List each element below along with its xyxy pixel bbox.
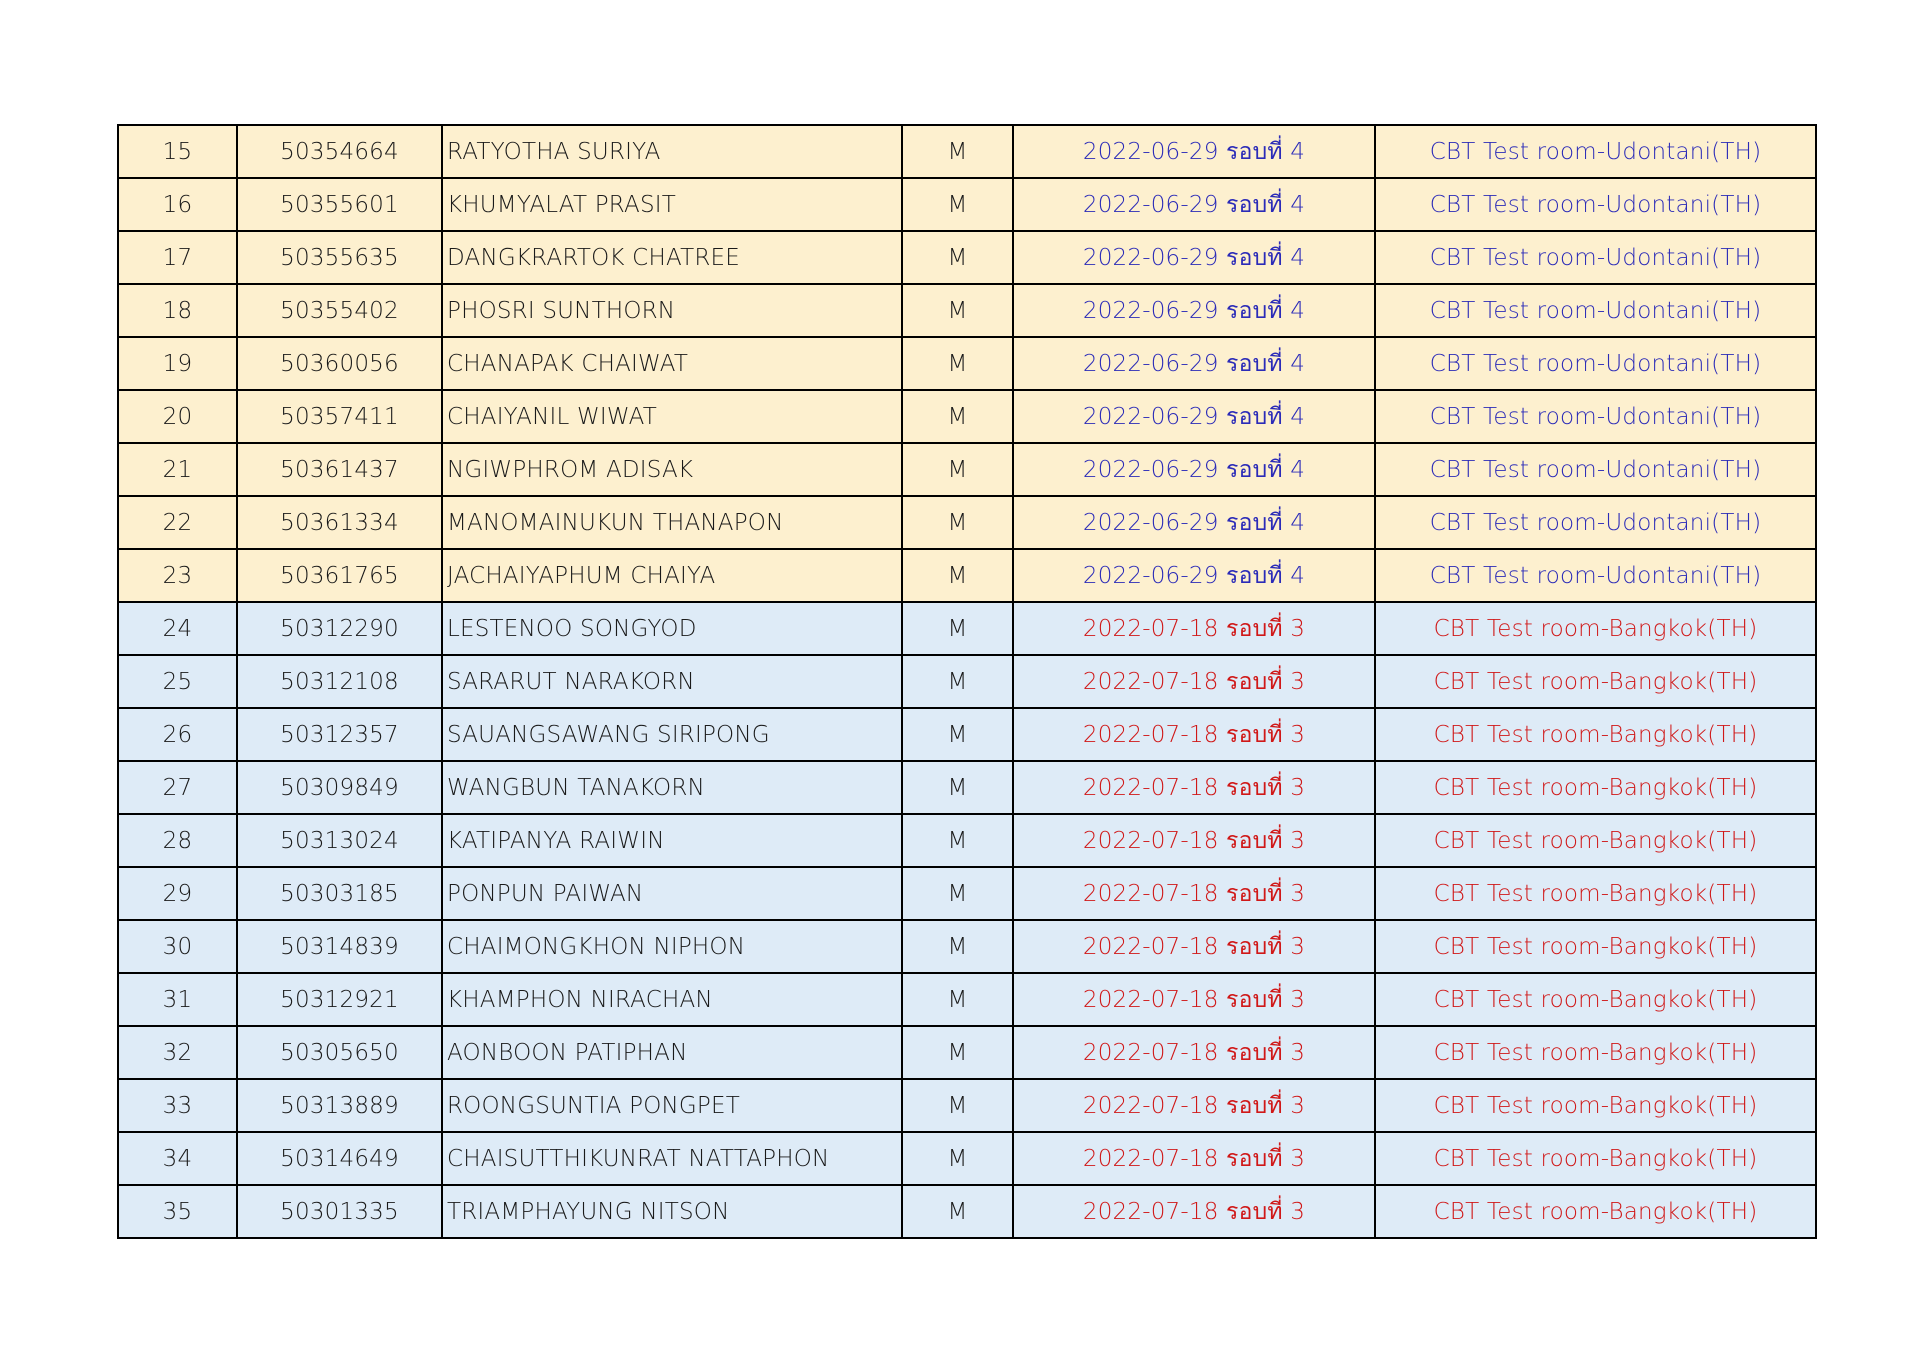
table-row (118, 867, 1816, 920)
test-location-cell: CBT Test room-Udontani(TH) (1375, 178, 1816, 231)
row-number-cell: 18 (118, 284, 237, 337)
table-row (118, 1132, 1816, 1185)
candidate-name-cell: NGIWPHROM ADISAK (442, 443, 902, 496)
table-body (118, 125, 1816, 1238)
candidate-id-cell: 50355635 (237, 231, 442, 284)
candidate-id-cell: 50360056 (237, 337, 442, 390)
row-number-cell: 23 (118, 549, 237, 602)
table-row (118, 284, 1816, 337)
exam-date-cell: 2022-06-29 รอบที่ 4 (1013, 337, 1375, 390)
sex-cell: M (902, 1185, 1013, 1238)
candidate-id-cell: 50355601 (237, 178, 442, 231)
test-location-cell: CBT Test room-Bangkok(TH) (1375, 920, 1816, 973)
candidate-name-cell: CHAIMONGKHON NIPHON (442, 920, 902, 973)
test-location-cell: CBT Test room-Udontani(TH) (1375, 390, 1816, 443)
candidate-name-cell: PONPUN PAIWAN (442, 867, 902, 920)
row-number-cell: 29 (118, 867, 237, 920)
test-location-cell: CBT Test room-Udontani(TH) (1375, 443, 1816, 496)
table-row (118, 231, 1816, 284)
sex-cell: M (902, 496, 1013, 549)
candidate-id-cell: 50312921 (237, 973, 442, 1026)
table-row (118, 337, 1816, 390)
candidate-name-cell: DANGKRARTOK CHATREE (442, 231, 902, 284)
table-row (118, 496, 1816, 549)
row-number-cell: 21 (118, 443, 237, 496)
row-number-cell: 22 (118, 496, 237, 549)
row-number-cell: 34 (118, 1132, 237, 1185)
row-number-cell: 33 (118, 1079, 237, 1132)
sex-cell: M (902, 708, 1013, 761)
exam-date-cell: 2022-06-29 รอบที่ 4 (1013, 443, 1375, 496)
sex-cell: M (902, 814, 1013, 867)
table-row (118, 708, 1816, 761)
table-row (118, 1079, 1816, 1132)
row-number-cell: 15 (118, 125, 237, 178)
candidate-name-cell: CHAIYANIL WIWAT (442, 390, 902, 443)
row-number-cell: 20 (118, 390, 237, 443)
table-row (118, 390, 1816, 443)
candidate-id-cell: 50312108 (237, 655, 442, 708)
row-number-cell: 26 (118, 708, 237, 761)
candidate-id-cell: 50361437 (237, 443, 442, 496)
candidate-name-cell: CHAISUTTHIKUNRAT NATTAPHON (442, 1132, 902, 1185)
candidate-id-cell: 50355402 (237, 284, 442, 337)
test-location-cell: CBT Test room-Udontani(TH) (1375, 284, 1816, 337)
test-location-cell: CBT Test room-Bangkok(TH) (1375, 1026, 1816, 1079)
sex-cell: M (902, 920, 1013, 973)
sex-cell: M (902, 390, 1013, 443)
sex-cell: M (902, 1026, 1013, 1079)
test-location-cell: CBT Test room-Bangkok(TH) (1375, 1132, 1816, 1185)
candidate-id-cell: 50313889 (237, 1079, 442, 1132)
sex-cell: M (902, 1132, 1013, 1185)
row-number-cell: 19 (118, 337, 237, 390)
exam-date-cell: 2022-07-18 รอบที่ 3 (1013, 1079, 1375, 1132)
table-row (118, 920, 1816, 973)
test-location-cell: CBT Test room-Udontani(TH) (1375, 125, 1816, 178)
candidate-name-cell: JACHAIYAPHUM CHAIYA (442, 549, 902, 602)
candidate-id-cell: 50312290 (237, 602, 442, 655)
sex-cell: M (902, 1079, 1013, 1132)
row-number-cell: 25 (118, 655, 237, 708)
candidate-name-cell: KHAMPHON NIRACHAN (442, 973, 902, 1026)
candidate-name-cell: SAUANGSAWANG SIRIPONG (442, 708, 902, 761)
candidate-name-cell: KHUMYALAT PRASIT (442, 178, 902, 231)
exam-date-cell: 2022-07-18 รอบที่ 3 (1013, 708, 1375, 761)
row-number-cell: 16 (118, 178, 237, 231)
candidate-id-cell: 50309849 (237, 761, 442, 814)
candidate-id-cell: 50314839 (237, 920, 442, 973)
test-location-cell: CBT Test room-Udontani(TH) (1375, 231, 1816, 284)
test-location-cell: CBT Test room-Bangkok(TH) (1375, 973, 1816, 1026)
test-location-cell: CBT Test room-Bangkok(TH) (1375, 655, 1816, 708)
exam-date-cell: 2022-07-18 รอบที่ 3 (1013, 973, 1375, 1026)
candidate-id-cell: 50303185 (237, 867, 442, 920)
table-row (118, 1026, 1816, 1079)
candidate-id-cell: 50312357 (237, 708, 442, 761)
row-number-cell: 31 (118, 973, 237, 1026)
candidate-name-cell: WANGBUN TANAKORN (442, 761, 902, 814)
candidate-name-cell: LESTENOO SONGYOD (442, 602, 902, 655)
candidate-name-cell: TRIAMPHAYUNG NITSON (442, 1185, 902, 1238)
candidate-name-cell: PHOSRI SUNTHORN (442, 284, 902, 337)
candidate-id-cell: 50305650 (237, 1026, 442, 1079)
exam-date-cell: 2022-06-29 รอบที่ 4 (1013, 125, 1375, 178)
row-number-cell: 28 (118, 814, 237, 867)
exam-date-cell: 2022-07-18 รอบที่ 3 (1013, 1132, 1375, 1185)
row-number-cell: 27 (118, 761, 237, 814)
test-location-cell: CBT Test room-Bangkok(TH) (1375, 814, 1816, 867)
test-location-cell: CBT Test room-Udontani(TH) (1375, 549, 1816, 602)
candidate-id-cell: 50314649 (237, 1132, 442, 1185)
exam-date-cell: 2022-06-29 รอบที่ 4 (1013, 390, 1375, 443)
candidate-id-cell: 50354664 (237, 125, 442, 178)
sex-cell: M (902, 337, 1013, 390)
sex-cell: M (902, 231, 1013, 284)
candidate-name-cell: MANOMAINUKUN THANAPON (442, 496, 902, 549)
exam-date-cell: 2022-07-18 รอบที่ 3 (1013, 761, 1375, 814)
exam-date-cell: 2022-07-18 รอบที่ 3 (1013, 602, 1375, 655)
exam-date-cell: 2022-07-18 รอบที่ 3 (1013, 920, 1375, 973)
candidate-name-cell: SARARUT NARAKORN (442, 655, 902, 708)
test-location-cell: CBT Test room-Bangkok(TH) (1375, 1185, 1816, 1238)
exam-date-cell: 2022-07-18 รอบที่ 3 (1013, 867, 1375, 920)
exam-date-cell: 2022-07-18 รอบที่ 3 (1013, 1185, 1375, 1238)
sex-cell: M (902, 602, 1013, 655)
candidate-id-cell: 50313024 (237, 814, 442, 867)
sex-cell: M (902, 443, 1013, 496)
table-row (118, 814, 1816, 867)
test-location-cell: CBT Test room-Bangkok(TH) (1375, 708, 1816, 761)
table-row (118, 125, 1816, 178)
candidate-name-cell: AONBOON PATIPHAN (442, 1026, 902, 1079)
sex-cell: M (902, 867, 1013, 920)
exam-date-cell: 2022-07-18 รอบที่ 3 (1013, 1026, 1375, 1079)
exam-date-cell: 2022-06-29 รอบที่ 4 (1013, 231, 1375, 284)
candidate-name-cell: ROONGSUNTIA PONGPET (442, 1079, 902, 1132)
row-number-cell: 35 (118, 1185, 237, 1238)
row-number-cell: 24 (118, 602, 237, 655)
exam-date-cell: 2022-06-29 รอบที่ 4 (1013, 284, 1375, 337)
table-row (118, 443, 1816, 496)
row-number-cell: 30 (118, 920, 237, 973)
test-location-cell: CBT Test room-Bangkok(TH) (1375, 761, 1816, 814)
exam-date-cell: 2022-06-29 รอบที่ 4 (1013, 549, 1375, 602)
candidate-id-cell: 50357411 (237, 390, 442, 443)
test-location-cell: CBT Test room-Udontani(TH) (1375, 337, 1816, 390)
table-row (118, 1185, 1816, 1238)
sex-cell: M (902, 549, 1013, 602)
table-row (118, 973, 1816, 1026)
table-row (118, 178, 1816, 231)
candidate-name-cell: RATYOTHA SURIYA (442, 125, 902, 178)
test-location-cell: CBT Test room-Udontani(TH) (1375, 496, 1816, 549)
exam-date-cell: 2022-07-18 รอบที่ 3 (1013, 655, 1375, 708)
sex-cell: M (902, 761, 1013, 814)
candidate-id-cell: 50361334 (237, 496, 442, 549)
candidate-name-cell: CHANAPAK CHAIWAT (442, 337, 902, 390)
sex-cell: M (902, 125, 1013, 178)
exam-date-cell: 2022-06-29 รอบที่ 4 (1013, 178, 1375, 231)
table-row (118, 602, 1816, 655)
row-number-cell: 32 (118, 1026, 237, 1079)
test-location-cell: CBT Test room-Bangkok(TH) (1375, 867, 1816, 920)
sex-cell: M (902, 973, 1013, 1026)
sex-cell: M (902, 178, 1013, 231)
exam-date-cell: 2022-07-18 รอบที่ 3 (1013, 814, 1375, 867)
sex-cell: M (902, 655, 1013, 708)
table-row (118, 761, 1816, 814)
table-row (118, 549, 1816, 602)
table-row (118, 655, 1816, 708)
candidate-name-cell: KATIPANYA RAIWIN (442, 814, 902, 867)
candidate-id-cell: 50361765 (237, 549, 442, 602)
test-location-cell: CBT Test room-Bangkok(TH) (1375, 1079, 1816, 1132)
sex-cell: M (902, 284, 1013, 337)
exam-date-cell: 2022-06-29 รอบที่ 4 (1013, 496, 1375, 549)
candidate-id-cell: 50301335 (237, 1185, 442, 1238)
test-location-cell: CBT Test room-Bangkok(TH) (1375, 602, 1816, 655)
exam-schedule-table (117, 124, 1817, 1239)
row-number-cell: 17 (118, 231, 237, 284)
